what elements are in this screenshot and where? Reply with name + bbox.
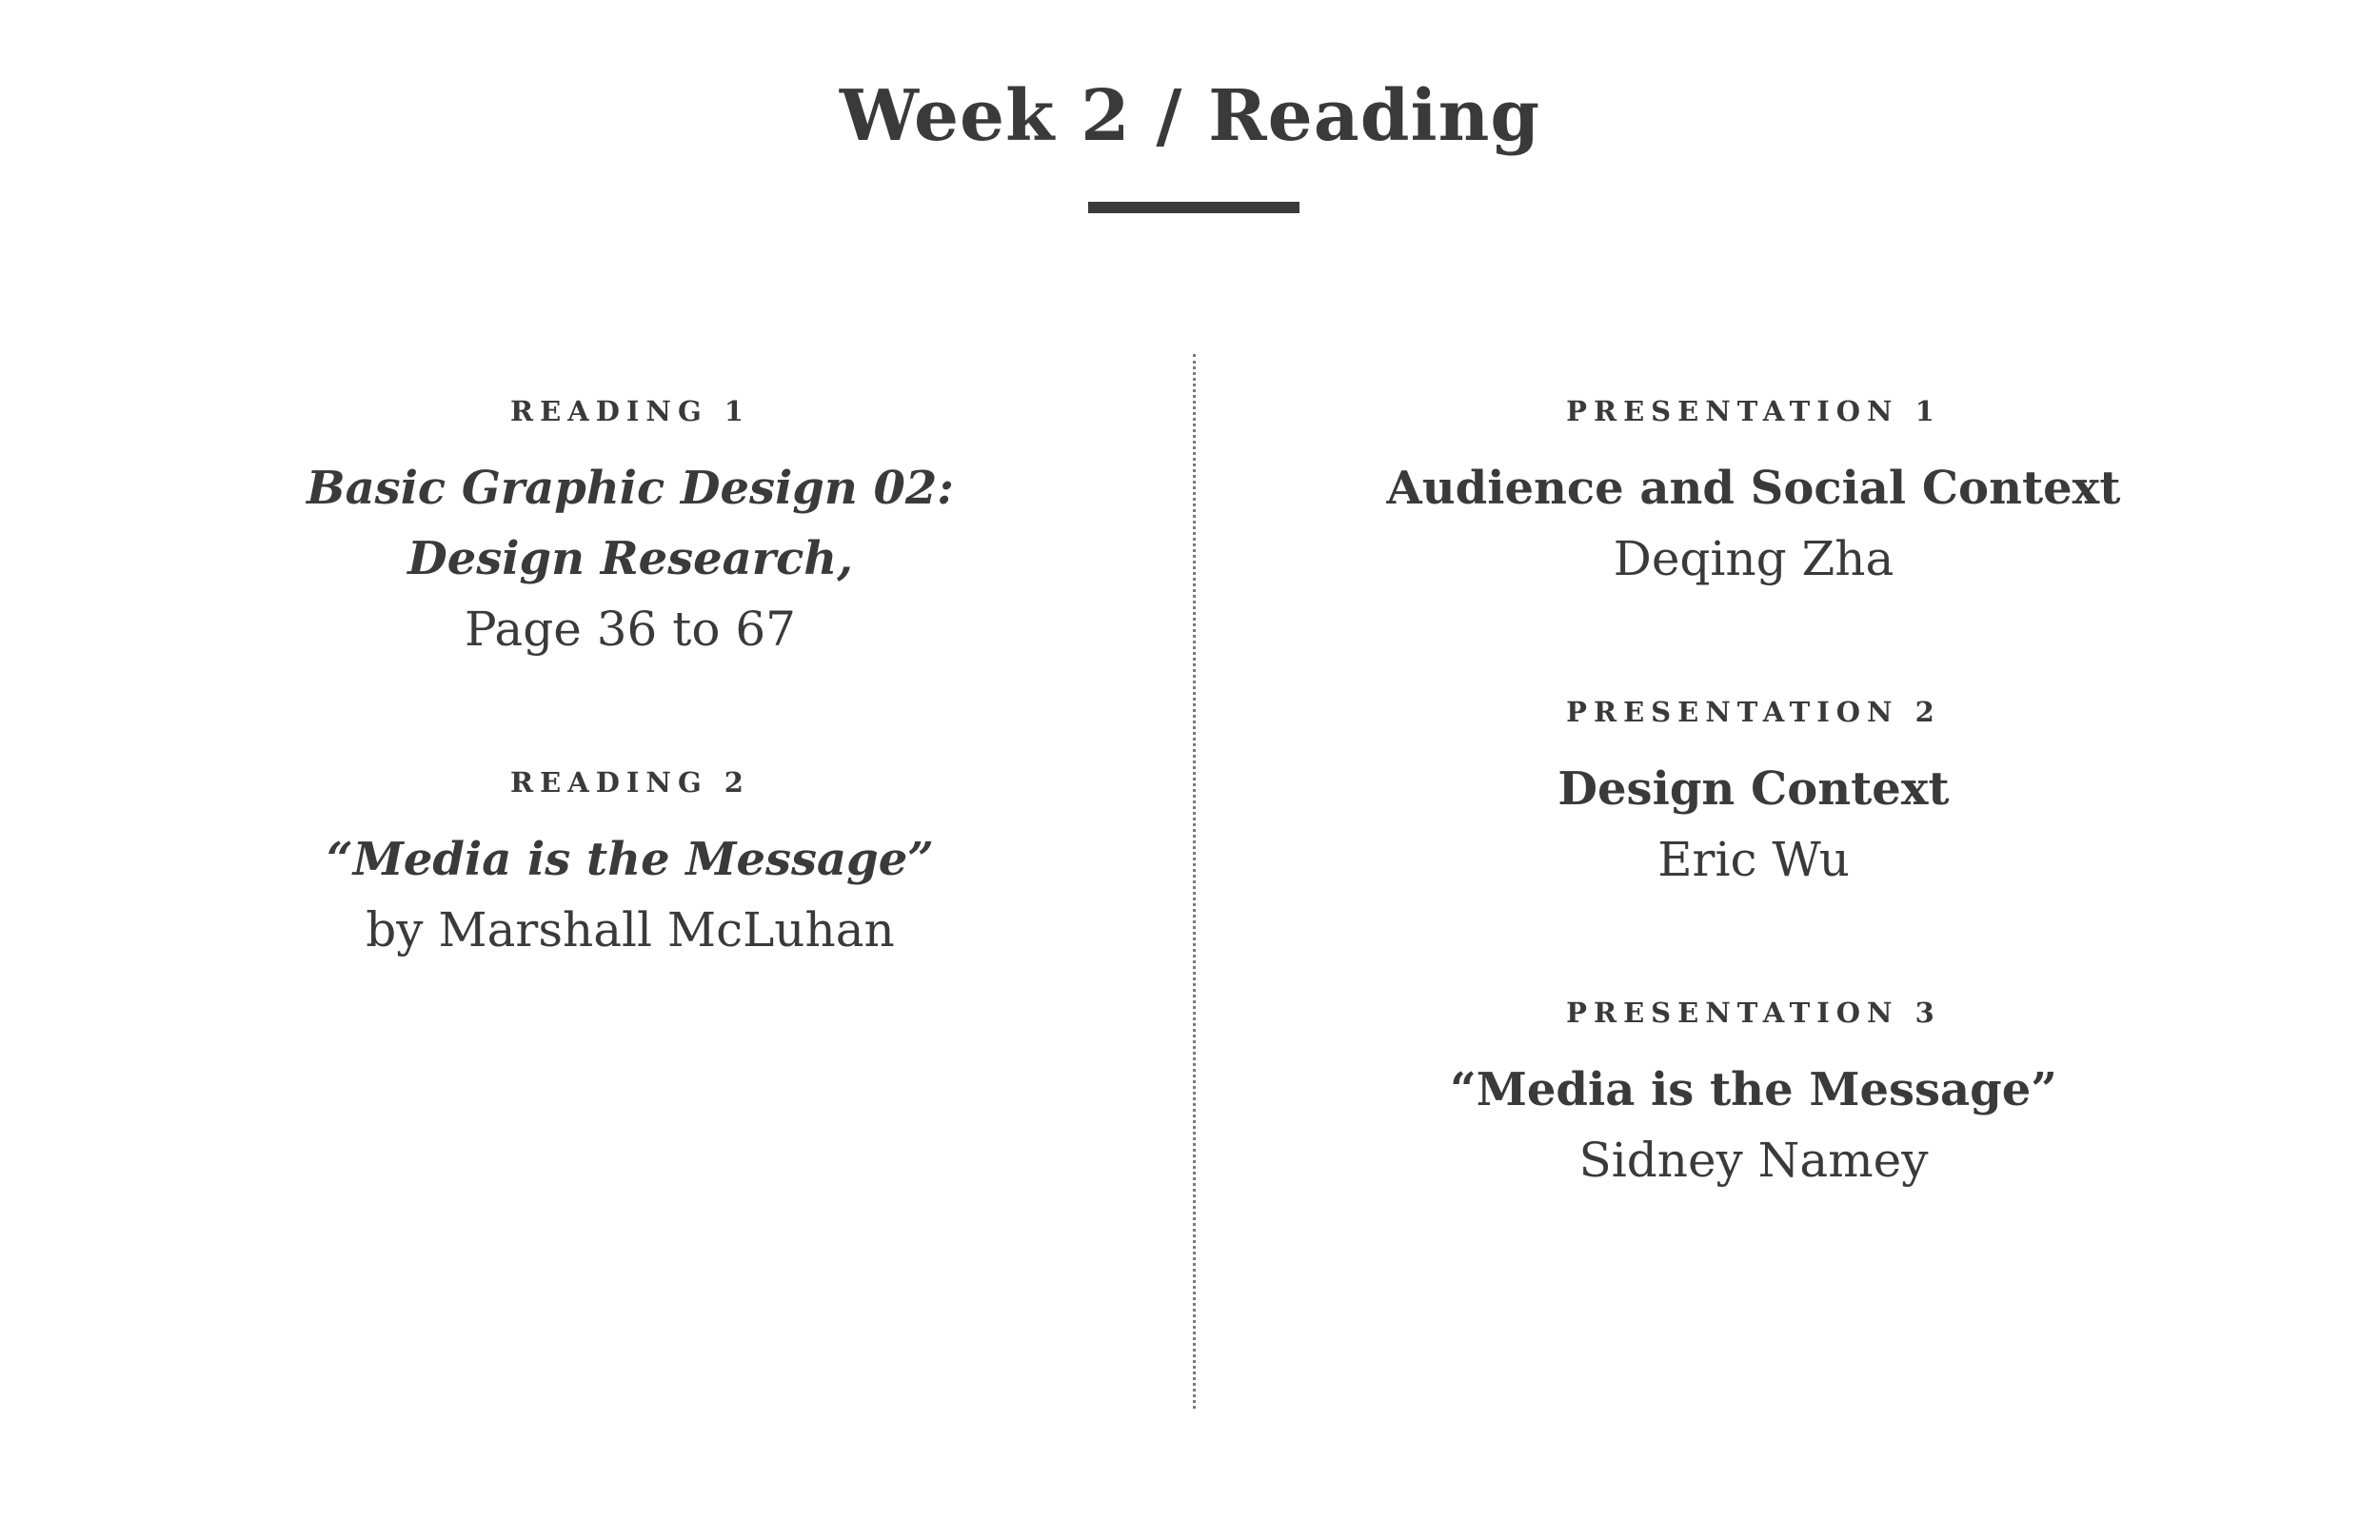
reading-detail: Page 36 to 67 — [465, 602, 796, 657]
reading-2 — [154, 763, 1106, 965]
presenter-name: Eric Wu — [1657, 832, 1850, 887]
presenter-name: Deqing Zha — [1613, 531, 1894, 586]
reading-label: READING 2 — [510, 766, 750, 799]
presentation-title: “Media is the Message” — [1450, 1063, 2057, 1116]
presentation-3 — [1278, 994, 2230, 1195]
presentation-1 — [1278, 392, 2230, 594]
reading-detail: by Marshall McLuhan — [366, 902, 895, 958]
presentation-title: Audience and Social Context — [1386, 462, 2121, 515]
presentation-label: PRESENTATION 2 — [1566, 696, 1941, 728]
page-title: Week 2 / Reading — [839, 75, 1541, 157]
presentation-title: Design Context — [1557, 762, 1950, 816]
title-underline — [1088, 202, 1299, 213]
presenter-name: Sidney Namey — [1578, 1133, 1929, 1188]
reading-title-line-2: Design Research, — [407, 532, 853, 585]
column-divider — [1193, 354, 1196, 1409]
reading-label: READING 1 — [510, 395, 750, 427]
presentation-label: PRESENTATION 1 — [1566, 395, 1941, 427]
reading-title-line-1: Basic Graphic Design 02: — [307, 462, 954, 515]
reading-1 — [154, 392, 1106, 664]
presentation-label: PRESENTATION 3 — [1566, 997, 1941, 1029]
reading-title-line-1: “Media is the Message” — [327, 833, 934, 886]
presentation-2 — [1278, 693, 2230, 895]
